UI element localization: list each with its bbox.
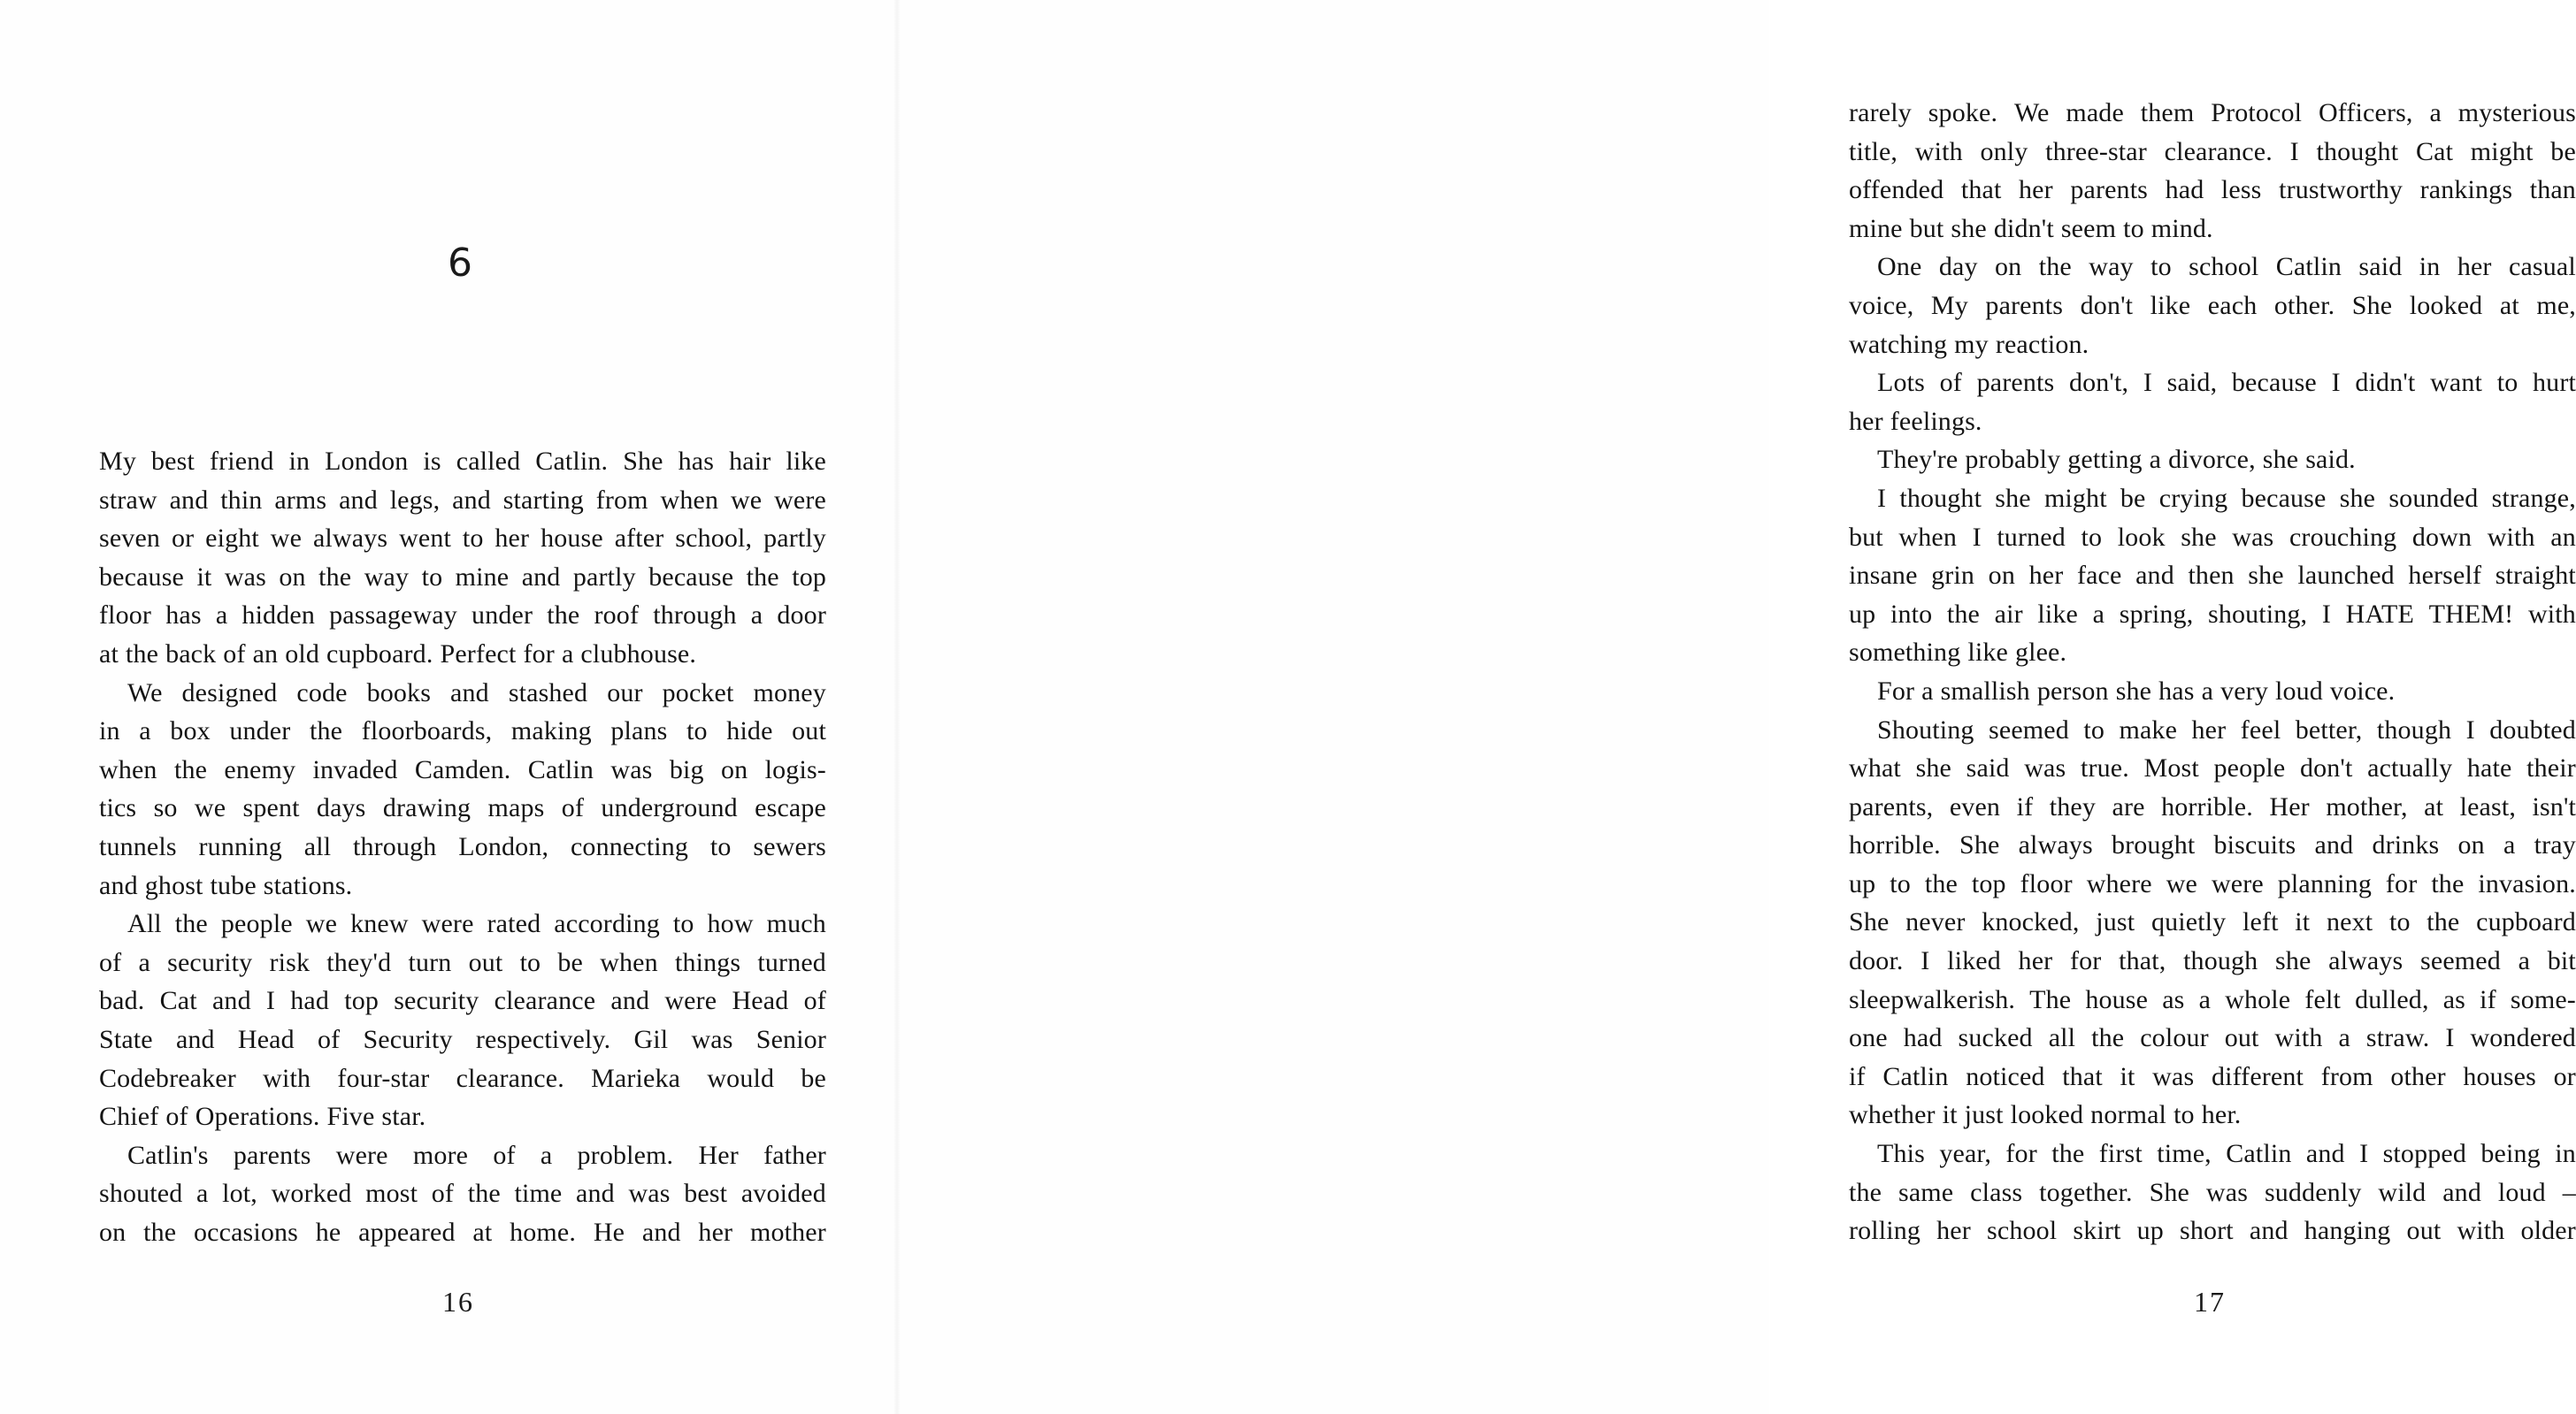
text-line: shouted a lot, worked most of the time and was best avoided — [99, 1179, 826, 1209]
page-number-right: 17 — [2194, 1286, 2226, 1318]
text-line: rolling her school skirt up short and hanging out with older — [1849, 1216, 2576, 1246]
text-line: one had sucked all the colour out with a straw. I wondered — [1849, 1023, 2576, 1053]
text-line: up to the top floor where we were planning for the invasion. — [1849, 868, 2576, 898]
text-line: seven or eight we always went to her house after school, partly — [99, 524, 826, 554]
text-line: All the people we knew were rated according to how much — [127, 909, 826, 939]
text-line: if Catlin noticed that it was different from other houses or — [1849, 1061, 2576, 1091]
text-line: on the occasions he appeared at home. He and her mother — [99, 1217, 826, 1247]
text-line: tics so we spent days drawing maps of underground escape — [99, 793, 826, 823]
text-line: For a smallish person she has a very loud voice. — [1877, 676, 2396, 706]
text-line: but when I turned to look she was crouching down with an — [1849, 522, 2576, 552]
left-page-body — [99, 442, 826, 1251]
text-line: straw and thin arms and legs, and starting from when we were — [99, 485, 826, 515]
text-line: up into the air like a spring, shouting, I HATE THEM! with — [1849, 599, 2576, 629]
text-line: Codebreaker with four-star clearance. Marieka would be — [99, 1063, 826, 1093]
text-line: bad. Cat and I had top security clearance and were Head of — [99, 986, 826, 1016]
right-page-body — [1849, 94, 2576, 1250]
text-line: tunnels running all through London, connecting to sewers — [99, 831, 826, 861]
text-line: One day on the way to school Catlin said in her casual — [1877, 252, 2576, 282]
text-line: State and Head of Security respectively. Gil was Senior — [99, 1024, 826, 1054]
text-line: rarely spoke. We made them Protocol Officers, a mysterious — [1849, 98, 2576, 127]
text-line: watching my reaction. — [1849, 329, 2089, 359]
text-line: She never knocked, just quietly left it next to the cupboard — [1849, 907, 2576, 937]
text-line: horrible. She always brought biscuits and drinks on a tray — [1849, 830, 2576, 860]
text-line: of a security risk they'd turn out to be when things turned — [99, 947, 826, 977]
text-line: I thought she might be crying because she sounded strange, — [1877, 483, 2576, 513]
text-line: Shouting seemed to make her feel better, though I doubted — [1877, 715, 2576, 745]
text-line: door. I liked her for that, though she always seemed a bit — [1849, 946, 2576, 976]
text-line: mine but she didn't seem to mind. — [1849, 213, 2213, 243]
text-line: sleepwalkerish. The house as a whole felt dulled, as if some- — [1849, 984, 2576, 1014]
text-line: This year, for the first time, Catlin and I stopped being in — [1877, 1139, 2576, 1169]
text-line: Catlin's parents were more of a problem. Her father — [127, 1140, 826, 1170]
text-line: at the back of an old cupboard. Perfect for a clubhouse. — [99, 638, 697, 669]
text-line: insane grin on her face and then she launched herself straight — [1849, 561, 2576, 591]
text-line: in a box under the floorboards, making plans to hide out — [99, 716, 826, 746]
text-line: because it was on the way to mine and partly because the top — [99, 562, 826, 592]
text-line: floor has a hidden passageway under the roof through a door — [99, 600, 826, 631]
text-line: We designed code books and stashed our pocket money — [127, 677, 826, 707]
text-line: and ghost tube stations. — [99, 870, 353, 900]
text-line: what she said was true. Most people don't actually hate their — [1849, 753, 2576, 783]
book-gutter — [893, 0, 901, 1414]
page-number-left: 16 — [442, 1286, 474, 1318]
left-page — [0, 0, 893, 1414]
chapter-number: 6 — [448, 241, 472, 286]
text-line: voice, My parents don't like each other. She looked at me, — [1849, 290, 2576, 320]
text-line: parents, even if they are horrible. Her mother, at least, isn't — [1849, 791, 2576, 822]
text-line: They're probably getting a divorce, she said. — [1877, 445, 2356, 475]
text-line: Lots of parents don't, I said, because I didn't want to hurt — [1877, 368, 2576, 398]
text-line: Chief of Operations. Five star. — [99, 1102, 426, 1132]
text-line: whether it just looked normal to her. — [1849, 1100, 2242, 1130]
text-line: her feelings. — [1849, 406, 1982, 436]
text-line: offended that her parents had less trustworthy rankings than — [1849, 175, 2576, 205]
text-line: the same class together. She was suddenly wild and loud – — [1849, 1177, 2576, 1207]
text-line: when the enemy invaded Camden. Catlin was big on logis- — [99, 754, 826, 784]
text-line: something like glee. — [1849, 638, 2067, 668]
right-page — [901, 0, 2576, 1414]
text-line: title, with only three-star clearance. I thought Cat might be — [1849, 136, 2576, 166]
text-line: My best friend in London is called Catlin. She has hair like — [99, 447, 826, 476]
